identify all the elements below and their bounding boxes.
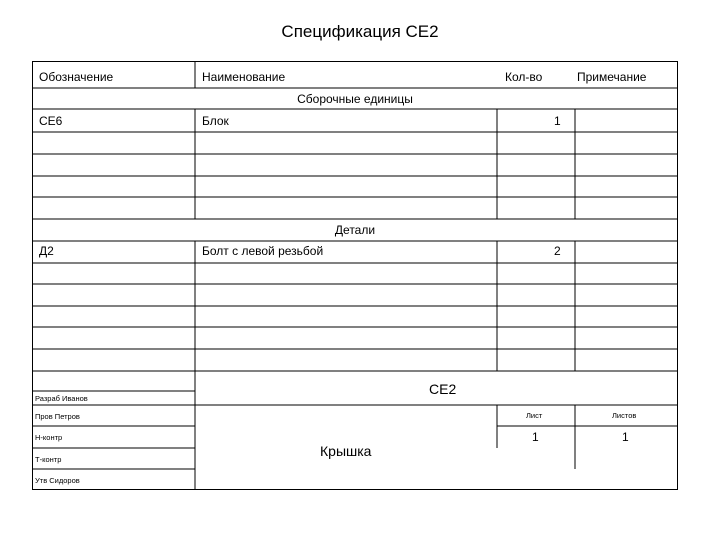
stamp-doc-code: СЕ2 [429,381,457,397]
row-designation: СЕ6 [39,114,63,128]
header-qty: Кол-во [505,70,543,84]
specification-table [32,61,678,490]
row-qty: 1 [554,114,561,128]
stamp-role-norm-control: Н-контр [35,433,63,442]
stamp-role-approved: Утв Сидоров [35,476,80,485]
header-name: Наименование [202,70,286,84]
stamp-product-name: Крышка [320,443,372,459]
row-name: Болт с левой резьбой [202,244,324,258]
header-designation: Обозначение [39,70,114,84]
table-grid [32,61,678,490]
stamp-role-checked: Пров Петров [35,412,80,421]
stamp-sheets-total: 1 [622,430,629,444]
stamp-sheet-label: Лист [526,411,543,420]
page-title: Спецификация СЕ2 [281,22,439,41]
stamp-sheets-label: Листов [612,411,637,420]
section-label-parts: Детали [334,223,376,237]
stamp-role-developed: Разраб Иванов [35,394,88,403]
row-designation: Д2 [39,244,54,258]
section-label-assembly-units: Сборочные единицы [297,92,413,106]
row-qty: 2 [554,244,561,258]
stamp-sheet-number: 1 [532,430,539,444]
stamp-role-tech-control: Т-контр [35,455,62,464]
header-note: Примечание [577,70,647,84]
row-name: Блок [202,114,229,128]
